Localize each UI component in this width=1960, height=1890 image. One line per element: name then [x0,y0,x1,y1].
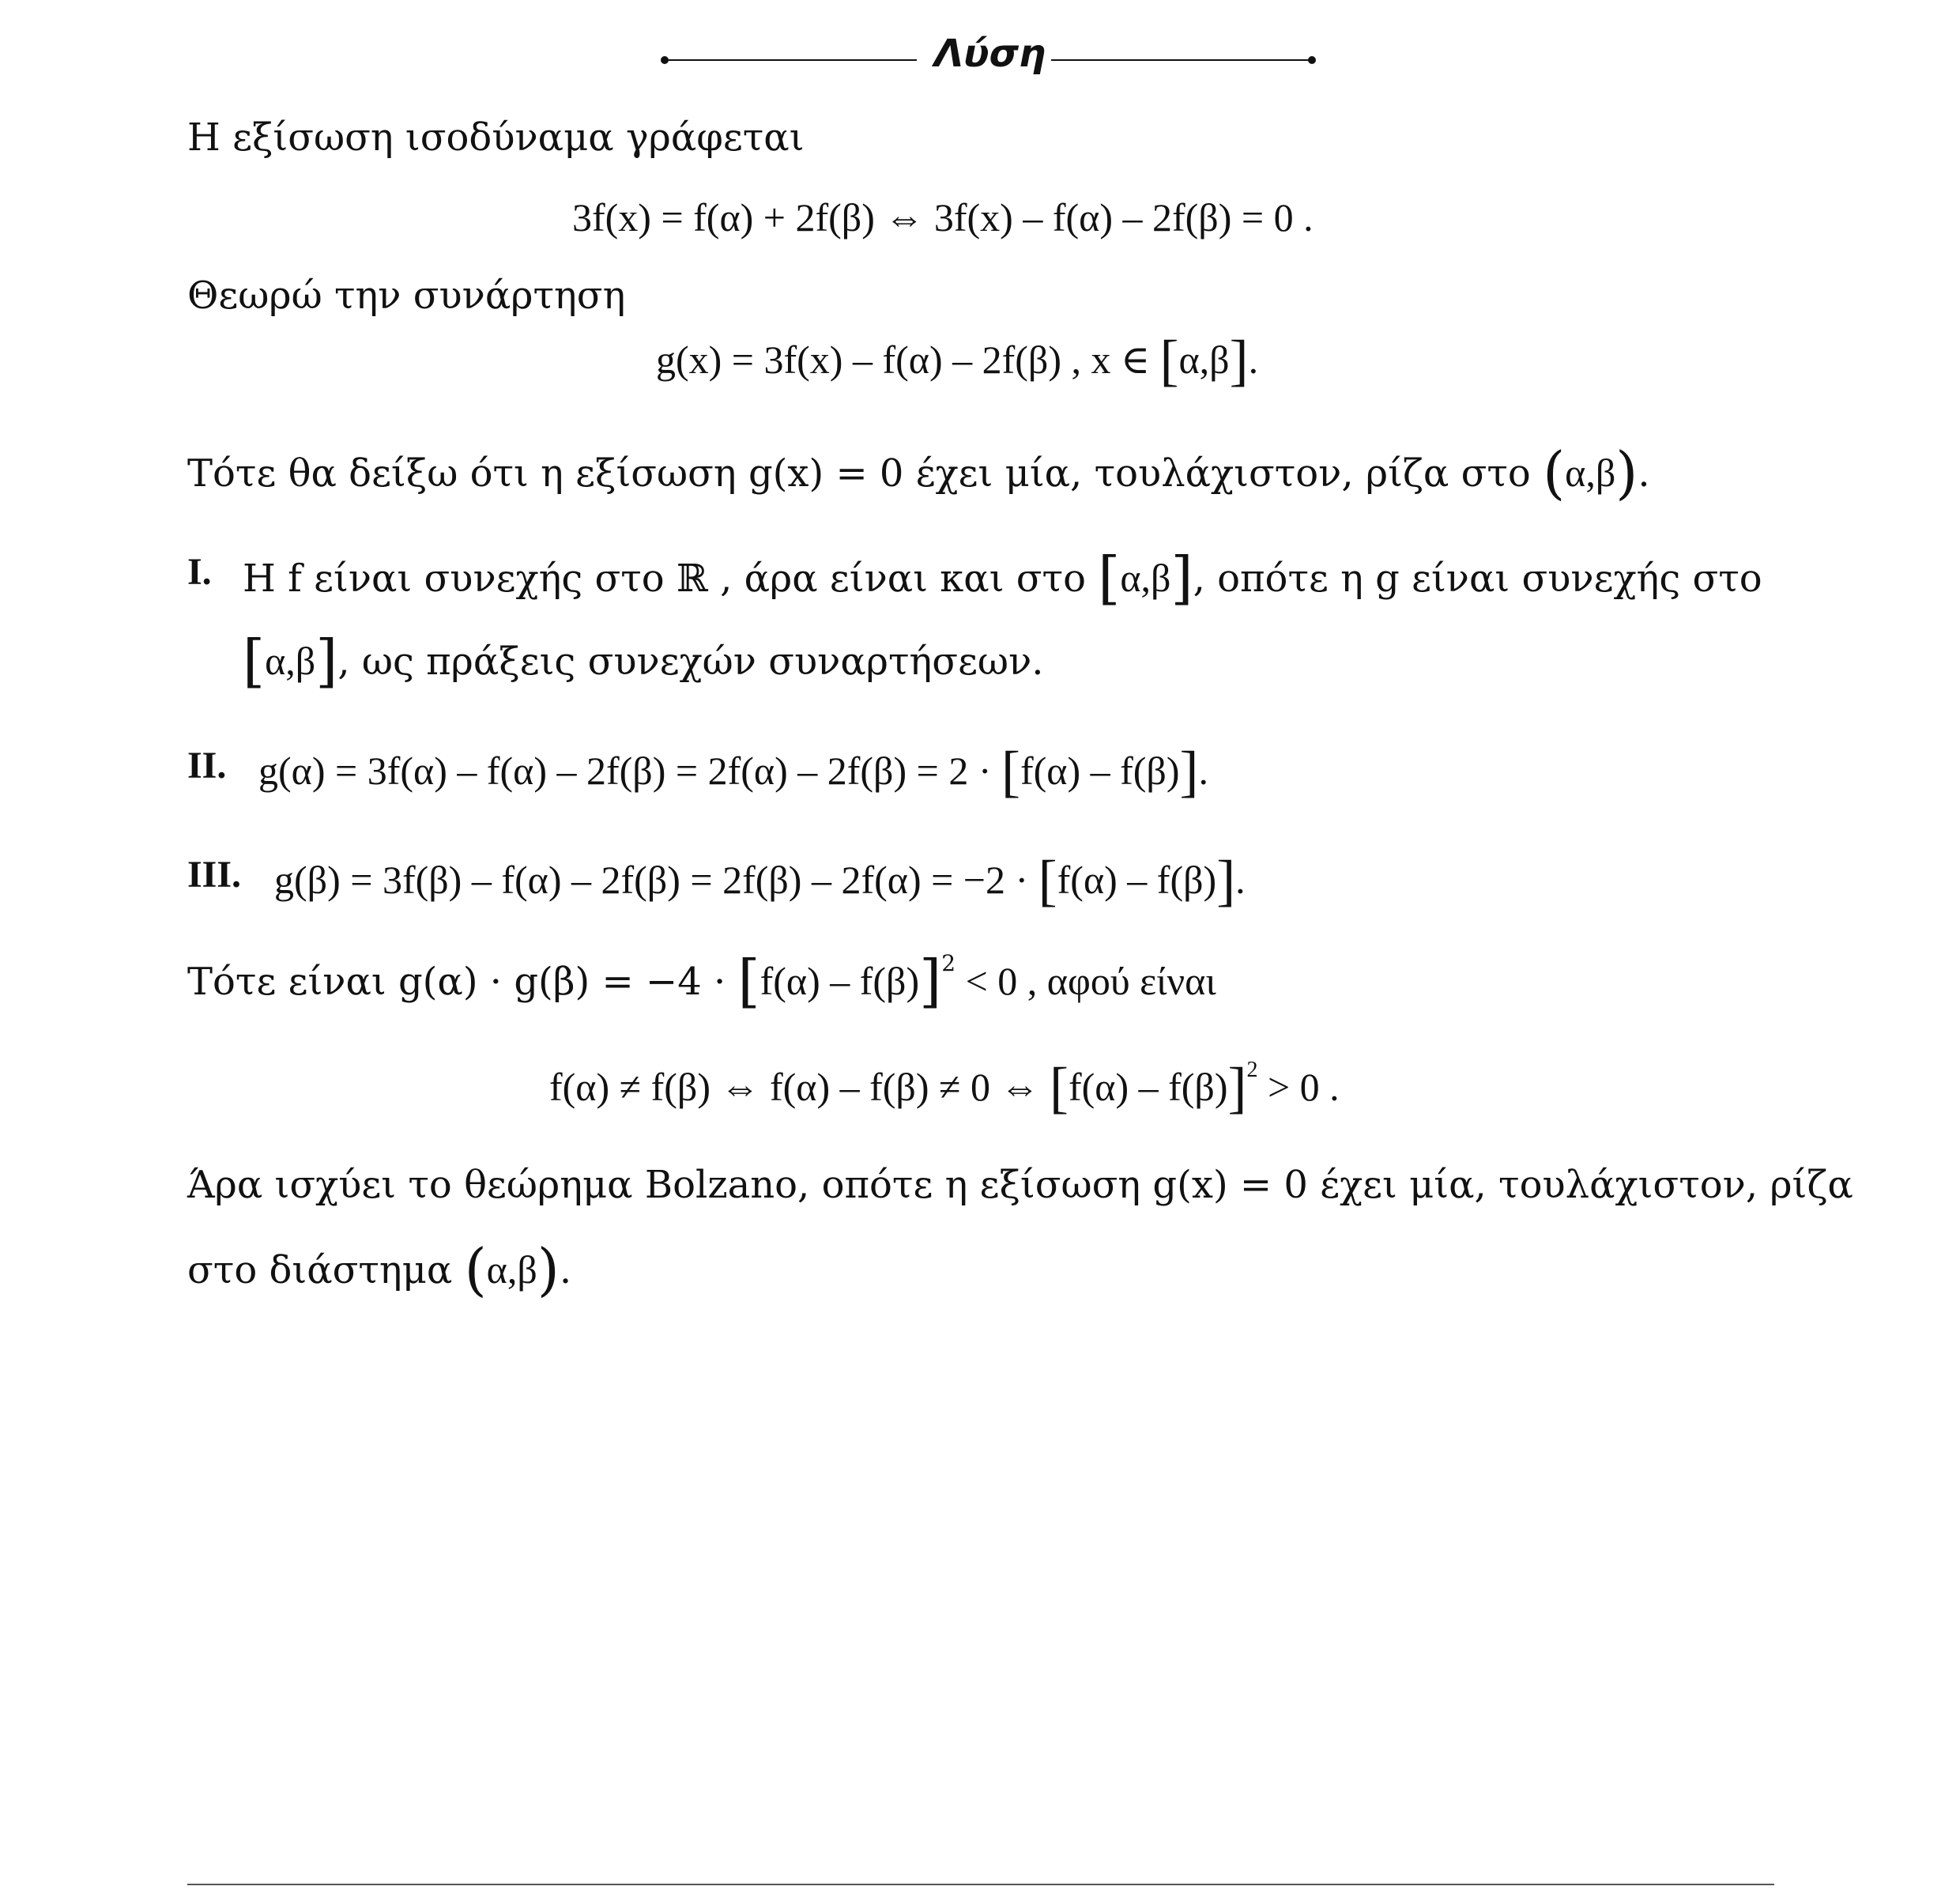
equation-2-lhs: g(x) = 3f(x) – f(α) – 2f(β) , x ∈ [656,338,1160,382]
equation-2: g(x) = 3f(x) – f(α) – 2f(β) , x ∈ [α,β]. [656,329,1259,392]
item-III-equation: g(β) = 3f(β) – f(α) – 2f(β) = 2f(β) – 2f(α) = −2 · [f(α) – f(β)]. [274,849,1246,912]
item-I-line-1: Η f είναι συνεχής στο ℝ , άρα είναι και στο [α,β], οπότε η g είναι συνεχής στο [243,545,1762,611]
text-line-3: Τότε θα δείξω ότι η εξίσωση g(x) = 0 έχει μία, τουλάχιστον, ρίζα στο (α,β). [187,439,1650,506]
heading-right-dot [1308,56,1316,64]
text-line-6: στο διάστημα (α,β). [187,1236,572,1303]
text-line-2: Θεωρώ την συνάρτηση [187,274,626,318]
heading-right-rule [1051,59,1312,61]
item-I-number: I. [187,551,212,593]
text-line-4: Τότε είναι g(α) · g(β) = −4 · [f(α) – f(β)]$^2$ < 0 , αφού είναι [187,948,1216,1014]
text-line-5: Άρα ισχύει το θεώρημα Bolzano, οπότε η εξίσωση g(x) = 0 έχει μία, τουλάχιστον, ρίζα [187,1163,1853,1207]
item-I-line-2: [α,β], ως πράξεις συνεχών συναρτήσεων. [243,628,1044,694]
text-line-3-body: Τότε θα δείξω ότι η εξίσωση g(x) = 0 έχει μία, τουλάχιστον, ρίζα στο [187,451,1544,496]
equation-1: 3f(x) = f(α) + 2f(β) ⇔ 3f(x) – f(α) – 2f(β) = 0 . [572,195,1314,240]
item-II-equation: g(α) = 3f(α) – f(α) – 2f(β) = 2f(α) – 2f(β) = 2 · [f(α) – f(β)]. [258,740,1208,803]
equation-3: f(α) ≠ f(β) ⇔ f(α) – f(β) ≠ 0 ⇔ [f(α) – f(β)]$^2$ > 0 . [549,1056,1340,1119]
section-heading: Λύση [934,32,1046,76]
item-II-number: II. [187,745,227,787]
item-III-number: III. [187,854,242,896]
heading-left-rule [665,59,917,61]
footer-rule [187,1884,1774,1885]
interval-closed: α,β [1178,338,1230,382]
text-line-1: Η εξίσωση ισοδύναμα γράφεται [187,115,805,160]
interval-open: α,β [1565,451,1616,495]
